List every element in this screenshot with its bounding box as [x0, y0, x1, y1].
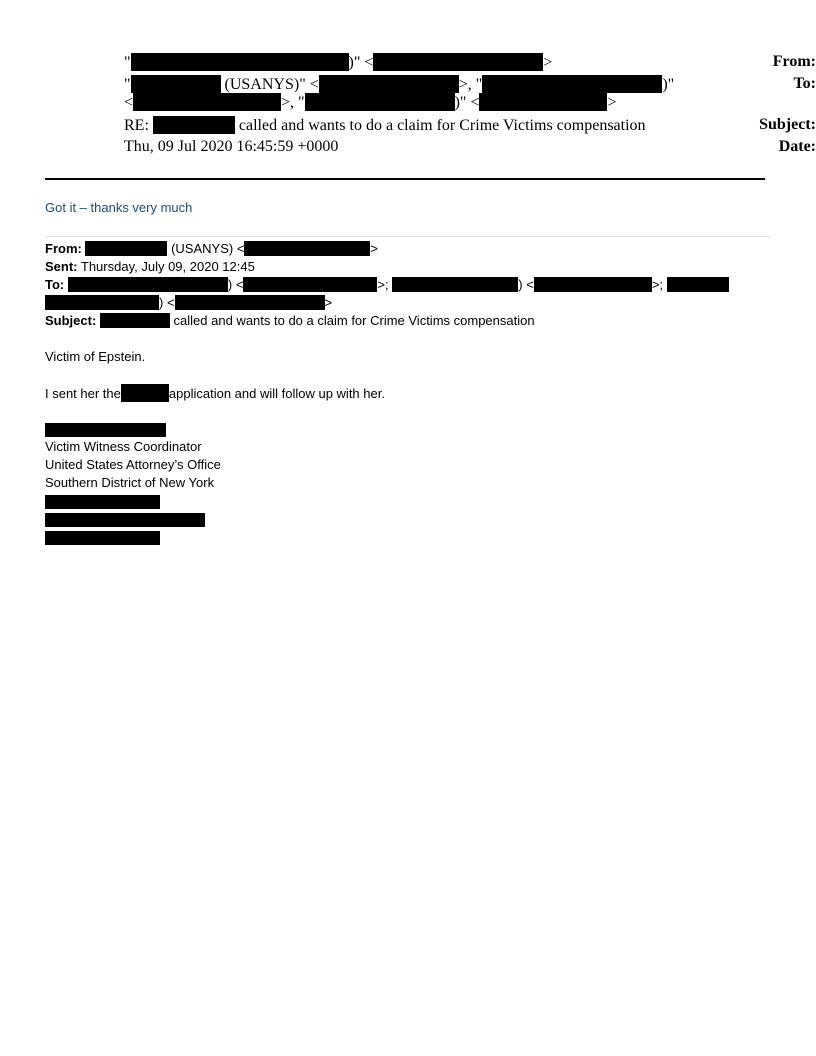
quoted-from-label: From: [45, 241, 82, 256]
redaction [133, 93, 281, 111]
redaction [131, 75, 221, 93]
quoted-to-label: To: [45, 277, 65, 292]
to-label: To: [793, 75, 816, 92]
header-subject-row [0, 116, 816, 134]
quoted-from-row: From: (USANYS) < > [45, 241, 379, 256]
to-value: " (USANYS)" < >, " )" [124, 76, 675, 93]
header-date-row [0, 138, 816, 156]
header-from-row [0, 53, 816, 71]
signature-redaction [45, 531, 160, 545]
header-to-row-cont [0, 93, 816, 111]
redaction [45, 295, 159, 310]
signature-office: United States Attorney’s Office [45, 457, 221, 472]
redaction [131, 53, 349, 71]
from-value: " )" < > [124, 54, 553, 71]
quoted-subject-row [45, 312, 535, 330]
signature-district: Southern District of New York [45, 475, 215, 490]
date-value: Thu, 09 Jul 2020 16:45:59 +0000 [124, 138, 339, 155]
header-divider [45, 178, 765, 180]
redaction [373, 53, 543, 71]
quoted-to-row: To: ) < >; ) < >; [45, 276, 729, 294]
quoted-subject-value: called and wants to do a claim for Crime Victims compensation [173, 313, 535, 328]
signature-redaction [45, 495, 160, 509]
quoted-sent-label: Sent: [45, 259, 78, 274]
redaction [482, 75, 662, 93]
redaction [153, 116, 235, 134]
signature-title: Victim Witness Coordinator [45, 439, 202, 454]
signature-name-redaction [45, 423, 166, 437]
message-line: I sent her the application and will follow up with her. [45, 386, 385, 401]
quoted-divider [45, 236, 771, 237]
quoted-to-row-cont: ) < > [45, 294, 332, 312]
redaction [243, 277, 377, 292]
redaction [68, 277, 228, 292]
redaction [392, 277, 518, 292]
subject-label: Subject: [759, 116, 816, 133]
message-line: Victim of Epstein. [45, 349, 146, 364]
redaction [175, 295, 325, 310]
redaction [100, 313, 170, 328]
date-label: Date: [778, 138, 816, 155]
redaction [121, 384, 169, 402]
from-label: From: [772, 53, 816, 70]
redaction [534, 277, 652, 292]
reply-text: Got it – thanks very much [45, 200, 193, 215]
redaction [319, 75, 459, 93]
quoted-sent-row [45, 258, 255, 276]
to-value-cont: < >, " )" < > [124, 94, 617, 111]
redaction [244, 241, 370, 256]
subject-value: RE: called and wants to do a claim for Crime Victims compensation [124, 117, 646, 134]
signature-redaction [45, 513, 205, 527]
quoted-subject-label: Subject: [45, 313, 97, 328]
redaction [667, 277, 729, 292]
redaction [85, 241, 167, 256]
redaction [305, 93, 455, 111]
quoted-sent-value: Thursday, July 09, 2020 12:45 [80, 259, 255, 274]
redaction [479, 93, 607, 111]
header-to-row [0, 75, 816, 93]
